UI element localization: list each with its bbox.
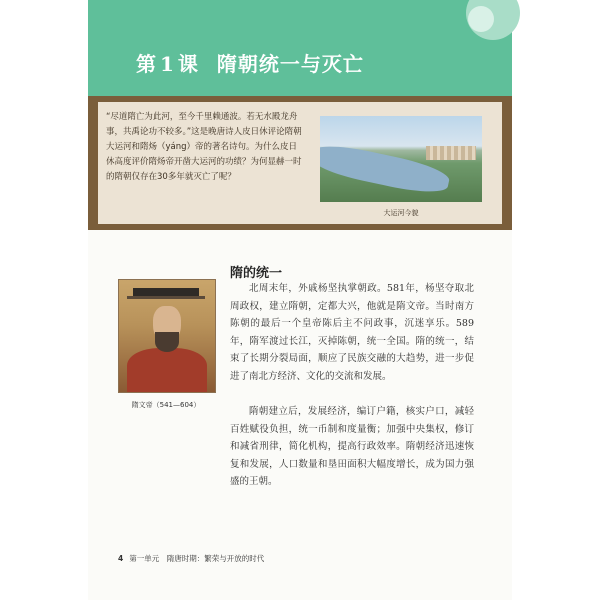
intro-box [88, 96, 512, 230]
photo-caption: 大运河今貌 [383, 209, 419, 217]
grand-canal-photo [320, 116, 482, 202]
portrait-caption: 隋文帝（541—604） [131, 401, 201, 409]
lesson-number: 1 [160, 52, 175, 76]
portrait-beard [155, 332, 179, 352]
lesson-title [136, 48, 364, 77]
emperor-portrait [118, 279, 216, 393]
portrait-robe [127, 348, 207, 392]
header-decoration-dot [468, 6, 494, 32]
lesson-label-post: 课 [177, 52, 199, 76]
page-number: 4 [118, 554, 124, 563]
photo-buildings [426, 146, 476, 160]
lesson-title-text: 隋朝统一与灭亡 [216, 52, 364, 76]
portrait-crown [133, 288, 199, 298]
paragraph-1: 北周末年，外戚杨坚执掌朝政。581年，杨坚夺取北周政权，建立隋朝，定都大兴，他就是隋文帝。当时南方陈朝的最后一个皇帝陈后主不问政事，沉迷享乐。589年，隋军渡过长江，灭掉陈朝，统一全国。隋的统一，结束了长期分裂局面，顺应了民族交融的大趋势，进一步促进了南北方经济、文化的交流和发展。 [230, 283, 474, 382]
lesson-label-pre: 第 [136, 52, 157, 76]
page-footer [118, 553, 264, 564]
paragraph-2: 隋朝建立后，发展经济，编订户籍，核实户口，减轻百姓赋役负担，统一币制和度量衡；加强中央集权，修订和减省刑律，简化机构，提高行政效率。隋朝经济迅速恢复和发展，人口数量和垦田面积大幅度增长，成为国力强盛的王朝。 [230, 406, 474, 487]
footer-text: 第一单元 隋唐时期：繁荣与开放的时代 [129, 554, 265, 563]
intro-text: “尽道隋亡为此河，至今千里赖通波。若无水殿龙舟事，共禹论功不较多。”这是晚唐诗人皮日休评论隋朝大运河和隋炀（yáng）帝的著名诗句。为什么皮日休高度评价隋炀帝开凿大运河的功绩？为何显赫一时的隋朝仅存在30多年就灭亡了呢？ [106, 112, 302, 182]
section-title: 隋的统一 [230, 266, 283, 281]
